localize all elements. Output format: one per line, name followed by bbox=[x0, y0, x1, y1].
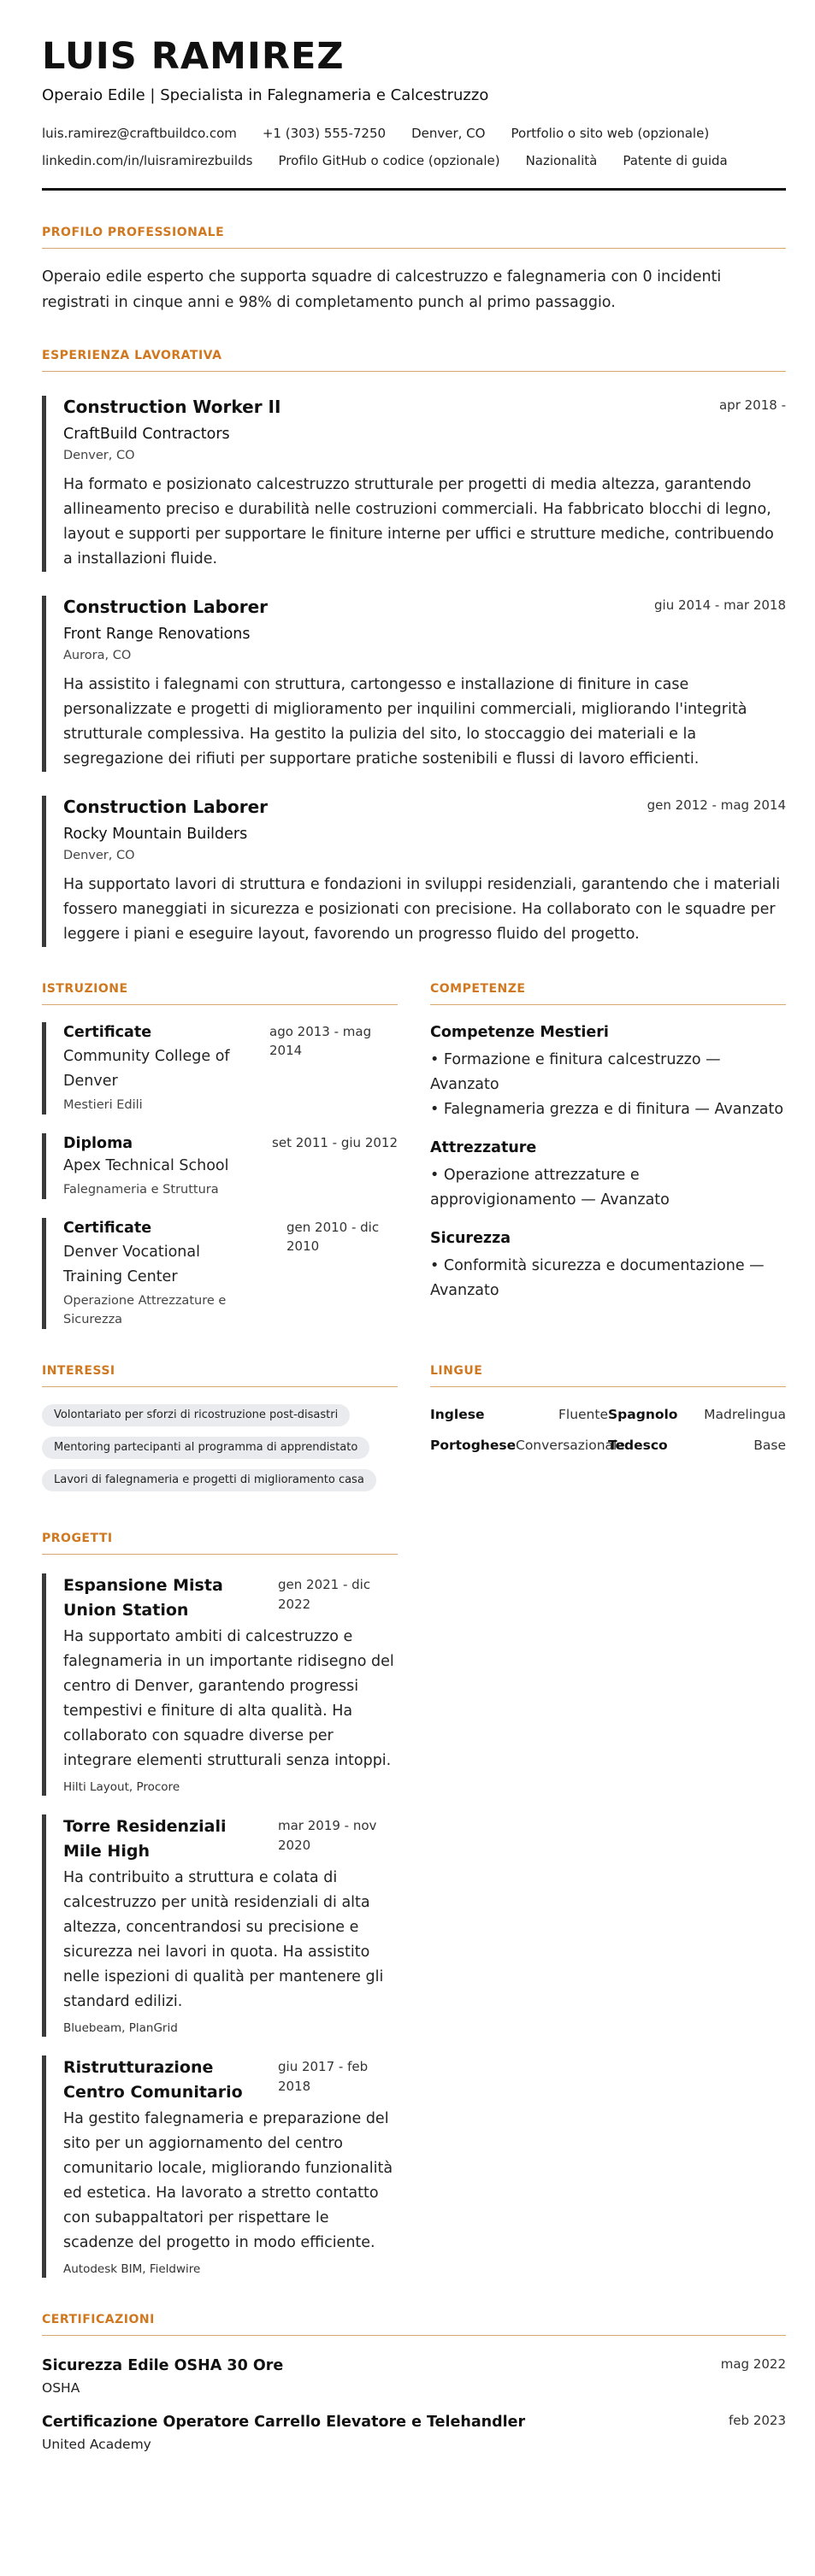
skill-category: Sicurezza bbox=[430, 1230, 511, 1247]
project-date: mar 2019 - nov 2020 bbox=[278, 1818, 377, 1853]
job-date: gen 2012 - mag 2014 bbox=[647, 797, 786, 813]
language-name: Tedesco bbox=[608, 1438, 668, 1453]
contact-location: Denver, CO bbox=[411, 126, 486, 141]
job-description: Ha assistito i falegnami con struttura, cartongesso e installazione di finiture in case personalizzate e progetti di miglioramento per inquilini commerciali, migliorando l'integrità strutturale complessiva. Ha gestito la pulizia del sito, lo stoccaggio dei materiali e la segregazione dei rifiuti per supportare pratiche sostenibili e flussi di lavoro efficienti. bbox=[63, 676, 747, 768]
skill-category: Competenze Mestieri bbox=[430, 1024, 609, 1041]
skill-item: • Conformità sicurezza e documentazione — Avanzato bbox=[430, 1257, 765, 1299]
job-location: Denver, CO bbox=[63, 449, 135, 462]
job-title: Construction Laborer bbox=[63, 797, 269, 817]
skill-item: • Falegnameria grezza e di finitura — Avanzato bbox=[430, 1101, 784, 1118]
certification-name: Certificazione Operatore Carrello Elevatore e Telehandler bbox=[42, 2414, 526, 2431]
job-location: Denver, CO bbox=[63, 849, 135, 862]
experience-section bbox=[42, 348, 786, 947]
language-grid bbox=[430, 1406, 786, 1454]
section-title-profile: PROFILO PROFESSIONALE bbox=[42, 225, 786, 249]
profile-section bbox=[42, 225, 786, 315]
project-date: gen 2021 - dic 2022 bbox=[278, 1577, 371, 1612]
certification-name: Sicurezza Edile OSHA 30 Ore bbox=[42, 2357, 284, 2374]
certifications-section bbox=[42, 2312, 786, 2454]
project-description: Ha contribuito a struttura e colata di calcestruzzo per unità residenziali di alta altezza, concentrandosi su precisione e sicurezza nei lavori in quota. Ha assistito nelle ispezioni di qualità per mantenere gli standard edilizi. bbox=[63, 1869, 384, 2010]
resume-page bbox=[42, 34, 786, 2454]
certification-entry bbox=[42, 2355, 786, 2397]
job-title: Construction Worker II bbox=[63, 397, 281, 417]
language-level: Madrelingua bbox=[704, 1407, 786, 1422]
language-name: Spagnolo bbox=[608, 1407, 678, 1422]
job-date: apr 2018 - bbox=[718, 397, 786, 413]
certification-issuer: OSHA bbox=[42, 2380, 80, 2396]
education-entry bbox=[42, 1133, 398, 1199]
project-entry bbox=[42, 1814, 398, 2037]
skill-group bbox=[430, 1228, 786, 1303]
contact-phone[interactable]: +1 (303) 555-7250 bbox=[262, 126, 387, 141]
job-title: Construction Laborer bbox=[63, 597, 269, 617]
section-title-languages: LINGUE bbox=[430, 1363, 786, 1387]
project-title: Espansione Mista Union Station bbox=[63, 1576, 223, 1620]
header-divider bbox=[42, 188, 786, 191]
certification-date: feb 2023 bbox=[729, 2413, 786, 2428]
education-school: Apex Technical School bbox=[63, 1157, 229, 1174]
interests-section bbox=[42, 1363, 398, 1491]
education-entry bbox=[42, 1022, 398, 1115]
contact-linkedin[interactable]: linkedin.com/in/luisramirezbuilds bbox=[42, 153, 253, 168]
project-title: Torre Residenziali Mile High bbox=[63, 1817, 227, 1861]
education-field: Mestieri Edili bbox=[63, 1098, 143, 1112]
job-entry bbox=[42, 596, 786, 772]
education-date: gen 2010 - dic 2010 bbox=[286, 1220, 380, 1254]
job-company: Front Range Renovations bbox=[63, 626, 251, 643]
project-entry bbox=[42, 2056, 398, 2278]
language-level: Conversazionale bbox=[516, 1438, 625, 1453]
certification-issuer: United Academy bbox=[42, 2437, 151, 2452]
education-field: Falegnameria e Struttura bbox=[63, 1183, 219, 1197]
education-date: set 2011 - giu 2012 bbox=[272, 1135, 398, 1150]
project-description: Ha supportato ambiti di calcestruzzo e falegnameria in un importante ridisegno del centro di Denver, garantendo progressi tempestivi e finiture di alta qualità. Ha collaborato con squadre diverse per integrare elementi strutturali senza intoppi. bbox=[63, 1628, 394, 1769]
certification-entry bbox=[42, 2411, 786, 2454]
job-company: Rocky Mountain Builders bbox=[63, 826, 248, 843]
interests-languages-row bbox=[42, 1363, 786, 1491]
education-field: Operazione Attrezzature e Sicurezza bbox=[63, 1294, 227, 1326]
contact-email[interactable]: luis.ramirez@craftbuildco.com bbox=[42, 126, 237, 141]
skill-category: Attrezzature bbox=[430, 1139, 537, 1156]
education-date: ago 2013 - mag 2014 bbox=[269, 1024, 372, 1058]
interest-chip: Volontariato per sforzi di ricostruzione post-disastri bbox=[42, 1404, 350, 1426]
interest-chip: Mentoring partecipanti al programma di apprendistato bbox=[42, 1437, 369, 1459]
skill-group bbox=[430, 1138, 786, 1213]
projects-section bbox=[42, 1531, 398, 2278]
project-tools: Bluebeam, PlanGrid bbox=[63, 2021, 178, 2035]
education-skills-row bbox=[42, 981, 786, 1329]
contact-portfolio[interactable]: Portfolio o sito web (opzionale) bbox=[511, 126, 710, 141]
section-title-experience: ESPERIENZA LAVORATIVA bbox=[42, 348, 786, 372]
project-entry bbox=[42, 1573, 398, 1796]
skill-item: • Operazione attrezzature e approvigionamento — Avanzato bbox=[430, 1167, 670, 1209]
contact-nationality: Nazionalità bbox=[525, 153, 598, 168]
education-section bbox=[42, 981, 398, 1329]
language-name: Inglese bbox=[430, 1407, 485, 1422]
language-level: Base bbox=[753, 1438, 786, 1453]
job-description: Ha supportato lavori di struttura e fondazioni in sviluppi residenziali, garantendo che i materiali fossero maneggiati in sicurezza e posizionati con precisione. Ha collaborato con le squadre per leggere i piani e eseguire layout, favorendo un progresso fluido del progetto. bbox=[63, 876, 781, 943]
job-description: Ha formato e posizionato calcestruzzo strutturale per progetti di media altezza, garantendo allineamento preciso e durabilità nelle costruzioni commerciali. Ha fabbricato blocchi di legno, layout e supporti per supportare le finiture interne per uffici e strutture mediche, contribuendo a installazioni fluide. bbox=[63, 476, 774, 568]
interest-chip: Lavori di falegnameria e progetti di miglioramento casa bbox=[42, 1469, 376, 1491]
job-entry bbox=[42, 796, 786, 947]
profile-summary: Operaio edile esperto che supporta squadre di calcestruzzo e falegnameria con 0 incidenti registrati in cinque anni e 98% di completamento punch al primo passaggio. bbox=[42, 268, 722, 311]
contact-github[interactable]: Profilo GitHub o codice (opzionale) bbox=[278, 153, 500, 168]
languages-section bbox=[430, 1363, 786, 1491]
education-entry bbox=[42, 1218, 398, 1329]
section-title-skills: COMPETENZE bbox=[430, 981, 786, 1005]
project-date: giu 2017 - feb 2018 bbox=[278, 2059, 369, 2094]
skill-item: • Formazione e finitura calcestruzzo — Avanzato bbox=[430, 1051, 721, 1093]
section-title-certifications: CERTIFICAZIONI bbox=[42, 2312, 786, 2336]
project-description: Ha gestito falegnameria e preparazione del sito per un aggiornamento del centro comunitario locale, migliorando funzionalità ed estetica. Ha lavorato a stretto contatto con subappaltatori per rispettare le scadenze del progetto in modo efficiente. bbox=[63, 2110, 393, 2251]
job-location: Aurora, CO bbox=[63, 649, 132, 662]
candidate-title: Operaio Edile | Specialista in Falegnameria e Calcestruzzo bbox=[42, 86, 489, 104]
skill-group bbox=[430, 1022, 786, 1122]
job-company: CraftBuild Contractors bbox=[63, 426, 230, 443]
job-date: giu 2014 - mar 2018 bbox=[654, 597, 786, 613]
language-name: Portoghese bbox=[430, 1438, 517, 1453]
education-degree: Diploma bbox=[63, 1135, 133, 1152]
job-entry bbox=[42, 396, 786, 572]
section-title-interests: INTERESSI bbox=[42, 1363, 398, 1387]
contact-license: Patente di guida bbox=[623, 153, 728, 168]
candidate-name: LUIS RAMIREZ bbox=[42, 35, 345, 78]
education-school: Denver Vocational Training Center bbox=[63, 1244, 200, 1285]
project-tools: Hilti Layout, Procore bbox=[63, 1780, 180, 1794]
project-tools: Autodesk BIM, Fieldwire bbox=[63, 2262, 201, 2276]
education-school: Community College of Denver bbox=[63, 1048, 230, 1090]
skills-section bbox=[430, 981, 786, 1329]
certification-date: mag 2022 bbox=[720, 2356, 786, 2372]
project-title: Ristrutturazione Centro Comunitario bbox=[63, 2058, 243, 2102]
education-degree: Certificate bbox=[63, 1024, 152, 1041]
section-title-education: ISTRUZIONE bbox=[42, 981, 398, 1005]
section-title-projects: PROGETTI bbox=[42, 1531, 398, 1555]
education-degree: Certificate bbox=[63, 1220, 152, 1237]
language-level: Fluente bbox=[558, 1407, 608, 1422]
contact-list bbox=[42, 125, 786, 169]
